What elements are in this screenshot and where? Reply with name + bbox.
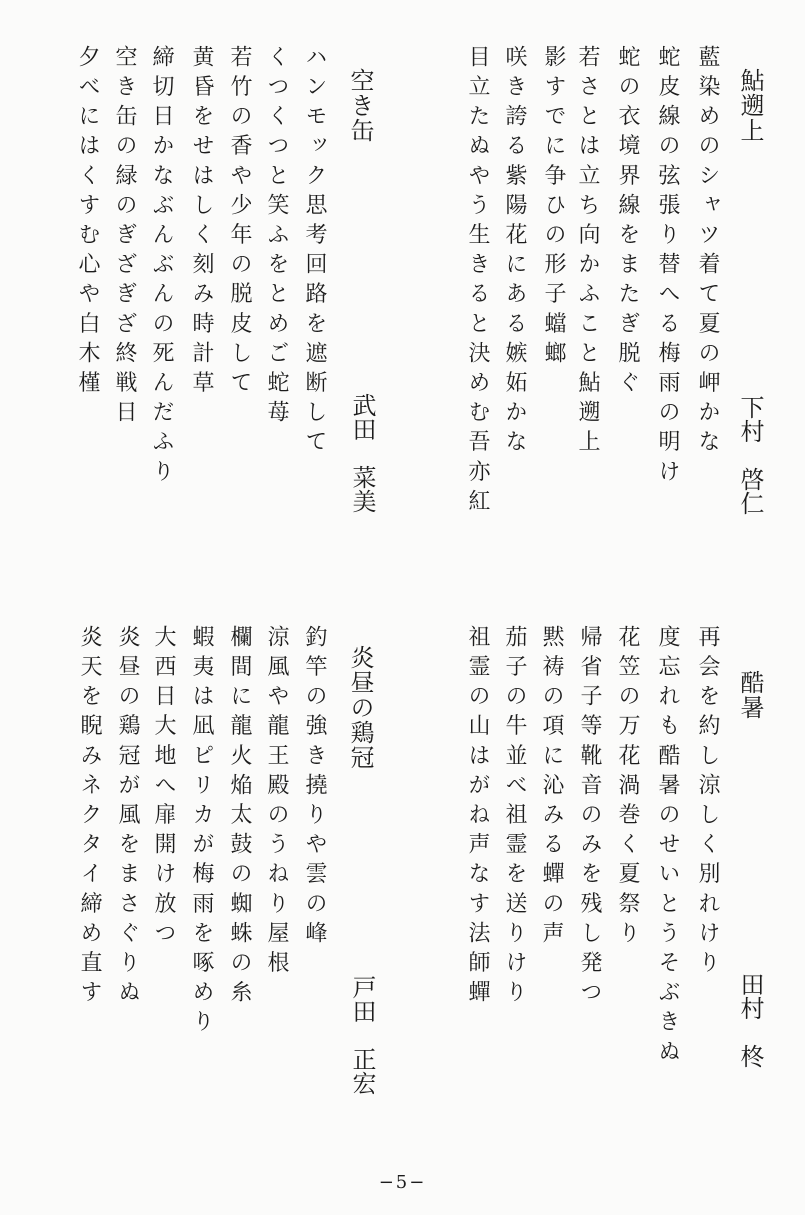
author-name: 戸田 正宏 bbox=[348, 975, 376, 1095]
section-title: 酷暑 bbox=[736, 670, 764, 720]
haiku-verse: 炎天を睨みネクタイ締め直す bbox=[77, 625, 102, 1010]
haiku-verse: 釣竿の強き撓りや雲の峰 bbox=[302, 625, 327, 951]
haiku-verse: 茄子の牛並べ祖霊を送りけり bbox=[502, 625, 527, 1010]
section-title: 空き缶 bbox=[346, 68, 374, 143]
section-title: 鮎遡上 bbox=[736, 68, 764, 143]
haiku-verse: 咲き誇る紫陽花にある嫉妬かな bbox=[502, 45, 527, 460]
haiku-verse: 帰省子等靴音のみを残し発つ bbox=[577, 625, 602, 1010]
page-number: −5− bbox=[378, 1172, 427, 1193]
haiku-verse: 若さとは立ち向かふこと鮎遡上 bbox=[575, 45, 600, 460]
haiku-verse: 祖霊の山はがね声なす法師蟬 bbox=[465, 625, 490, 1010]
haiku-verse: 影すでに争ひの形子蟷螂 bbox=[541, 45, 566, 371]
author-name: 武田 菜美 bbox=[348, 393, 376, 513]
haiku-verse: 炎昼の鶏冠が風をまさぐりぬ bbox=[115, 625, 140, 1010]
haiku-verse: 締切日かなぶんぶんの死んだふり bbox=[149, 45, 174, 489]
haiku-verse: 若竹の香や少年の脱皮して bbox=[227, 45, 252, 401]
author-name: 田村 柊 bbox=[736, 972, 764, 1068]
haiku-verse: 蛇皮線の弦張り替へる梅雨の明け bbox=[655, 45, 680, 489]
haiku-verse: 度忘れも酷暑のせいとうそぶきぬ bbox=[655, 625, 680, 1069]
section-title: 炎昼の鶏冠 bbox=[346, 645, 374, 770]
author-name: 下村 啓仁 bbox=[736, 395, 764, 515]
haiku-verse: 再会を約し涼しく別れけり bbox=[695, 625, 720, 981]
haiku-verse: 藍染めのシャツ着て夏の岬かな bbox=[695, 45, 720, 460]
haiku-verse: 黙祷の項に沁みる蟬の声 bbox=[539, 625, 564, 951]
haiku-verse: 夕べにはくすむ心や白木槿 bbox=[75, 45, 100, 401]
haiku-verse: 涼風や龍王殿のうねり屋根 bbox=[264, 625, 289, 981]
haiku-verse: 黄昏をせはしく刻み時計草 bbox=[189, 45, 214, 401]
haiku-verse: 大西日大地へ扉開け放つ bbox=[151, 625, 176, 951]
haiku-verse: くつくつと笑ふをとめご蛇苺 bbox=[264, 45, 289, 430]
haiku-verse: 蝦夷は凪ピリカが梅雨を啄めり bbox=[189, 625, 214, 1040]
haiku-verse: 花笠の万花渦巻く夏祭り bbox=[615, 625, 640, 951]
haiku-verse: 欄間に龍火焔太鼓の蜘蛛の糸 bbox=[227, 625, 252, 1010]
haiku-verse: ハンモック思考回路を遮断して bbox=[302, 45, 327, 460]
haiku-verse: 目立たぬやう生きると決めむ吾亦紅 bbox=[465, 45, 490, 519]
haiku-verse: 蛇の衣境界線をまたぎ脱ぐ bbox=[615, 45, 640, 401]
haiku-verse: 空き缶の緑のぎざぎざ終戦日 bbox=[112, 45, 137, 430]
